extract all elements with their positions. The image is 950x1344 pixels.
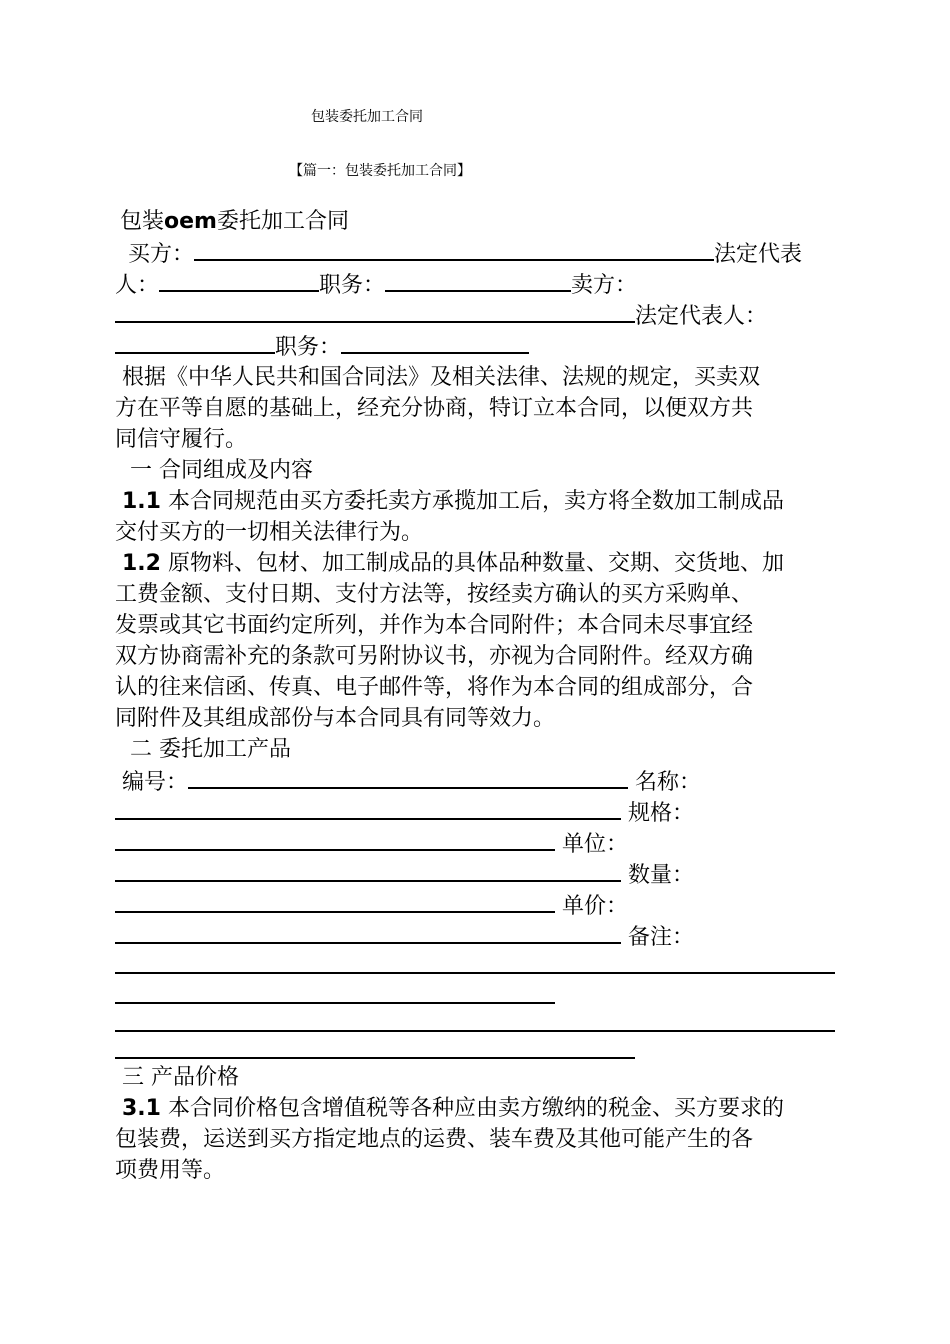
clause-3-1-line-1: 3.1 本合同价格包含增值税等各种应由卖方缴纳的税金、买方要求的 (122, 1096, 784, 1121)
section-3-title: 三 产品价格 (122, 1065, 239, 1090)
code-label: 编号： (122, 770, 189, 795)
clause-1-2-line-3: 发票或其它书面约定所列，并作为本合同附件；本合同未尽事宜经 (115, 613, 754, 638)
remark-blank-1 (115, 972, 835, 974)
heading-oem: oem (164, 209, 217, 234)
buyer-line (128, 237, 802, 268)
section-1-title: 一 合同组成及内容 (130, 458, 313, 483)
seller-position-line (115, 330, 529, 361)
intro-line-3: 同信守履行。 (115, 427, 248, 452)
remark-label: 备注： (628, 925, 695, 950)
spec-blank (115, 827, 555, 851)
seller-line (115, 299, 767, 330)
product-price-line (115, 920, 694, 951)
seller-position-blank (341, 330, 529, 354)
buyer-rep-line (115, 268, 637, 299)
price-label: 单价： (562, 894, 629, 919)
price-blank (115, 920, 621, 944)
unit-label: 单位： (562, 832, 629, 857)
clause-3-1-line-3: 项费用等。 (115, 1158, 226, 1183)
clause-1-2-line-6: 同附件及其组成部份与本合同具有同等效力。 (115, 706, 556, 731)
buyer-blank (194, 237, 714, 261)
remark-blank-2 (115, 1002, 555, 1004)
product-qty-line (115, 889, 628, 920)
seller-label: 卖方： (571, 273, 638, 298)
clause-1-2-line-4: 双方协商需补充的条款可另附协议书，亦视为合同附件。经双方确 (115, 644, 754, 669)
clause-3-1-number: 3.1 (122, 1096, 161, 1121)
buyer-rep-blank (159, 268, 319, 292)
product-name-line (115, 796, 694, 827)
clause-3-1-line-2: 包装费，运送到买方指定地点的运费、装车费及其他可能产生的各 (115, 1127, 754, 1152)
unit-blank (115, 858, 621, 882)
section-2-title: 二 委托加工产品 (130, 737, 291, 762)
legal-rep-label-part1: 法定代表 (714, 242, 803, 267)
name-blank (115, 796, 621, 820)
contract-heading: 包装oem委托加工合同 (120, 209, 349, 234)
qty-blank (115, 889, 555, 913)
product-spec-line (115, 827, 628, 858)
qty-label: 数量： (628, 863, 695, 888)
seller-position-label: 职务： (275, 335, 342, 360)
clause-1-2-number: 1.2 (122, 551, 161, 576)
document-title: 包装委托加工合同 (311, 109, 423, 125)
code-blank (188, 765, 628, 789)
seller-rep-label: 法定代表人： (635, 304, 768, 329)
document-subtitle: 【篇一：包装委托加工合同】 (289, 163, 471, 179)
buyer-position-blank (385, 268, 571, 292)
clause-1-2-line-2: 工费金额、支付日期、支付方法等，按经卖方确认的买方采购单、 (115, 582, 754, 607)
spec-label: 规格： (628, 801, 695, 826)
product-unit-line (115, 858, 694, 889)
clause-1-1-line-1: 1.1 本合同规范由买方委托卖方承揽加工后，卖方将全数加工制成品 (122, 489, 784, 514)
clause-1-2-line-1: 1.2 原物料、包材、加工制成品的具体品种数量、交期、交货地、加 (122, 551, 784, 576)
name-label: 名称： (635, 770, 702, 795)
intro-line-1: 根据《中华人民共和国合同法》及相关法律、法规的规定，买卖双 (122, 365, 761, 390)
clause-1-1-line-2: 交付买方的一切相关法律行为。 (115, 520, 424, 545)
clause-1-1-number: 1.1 (122, 489, 161, 514)
remark-blank-3 (115, 1030, 835, 1032)
product-code-line (122, 765, 701, 796)
legal-rep-label-part2: 人： (115, 273, 160, 298)
seller-blank (115, 299, 635, 323)
clause-1-2-line-5: 认的往来信函、传真、电子邮件等，将作为本合同的组成部分，合 (115, 675, 754, 700)
seller-rep-blank (115, 330, 275, 354)
remark-blank-4 (115, 1057, 635, 1059)
intro-line-2: 方在平等自愿的基础上，经充分协商，特订立本合同，以便双方共 (115, 396, 754, 421)
buyer-position-label: 职务： (319, 273, 386, 298)
buyer-label: 买方： (128, 242, 195, 267)
